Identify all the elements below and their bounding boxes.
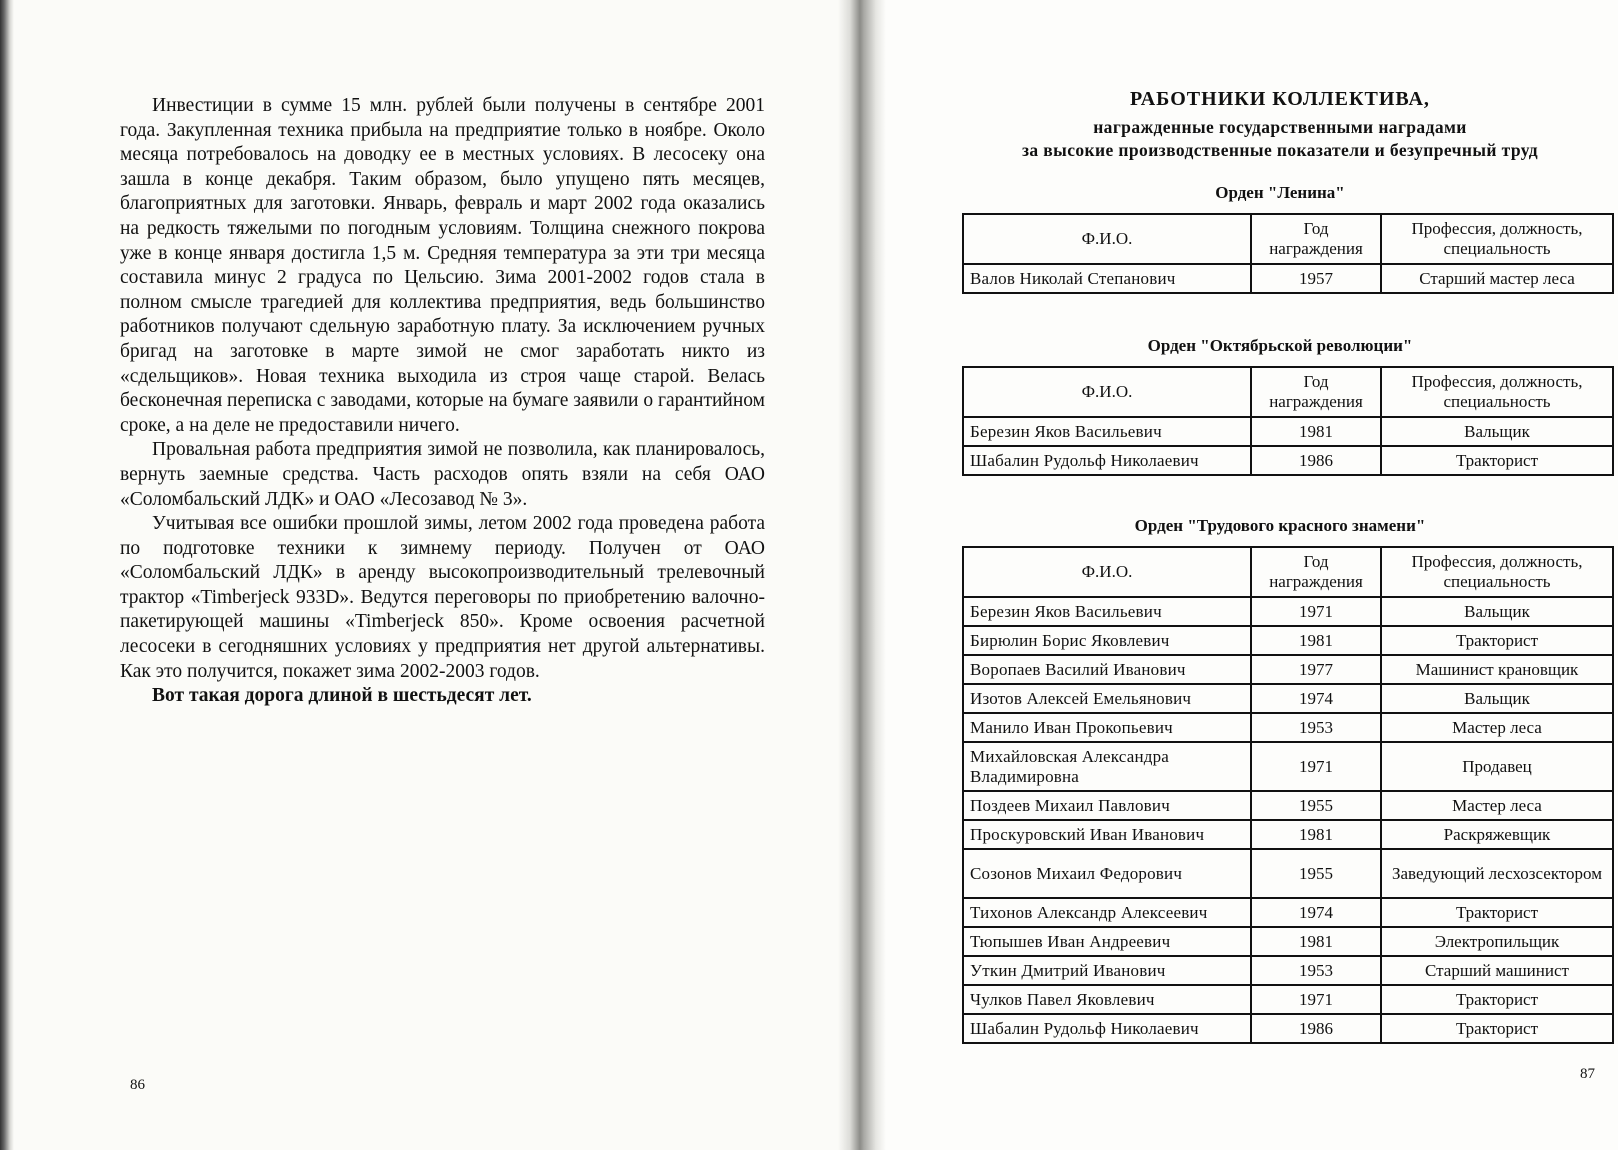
order-lenin-rows: [963, 264, 1613, 293]
header-profession: Профессия, должность, специальность: [1381, 214, 1613, 264]
cell-profession: Старший машинист: [1381, 956, 1613, 985]
table-row: [963, 264, 1613, 293]
order-october-title: Орден "Октябрьской революции": [1147, 336, 1413, 355]
table-row: [963, 791, 1613, 820]
cell-year: 1986: [1251, 446, 1381, 475]
cell-year: 1981: [1251, 820, 1381, 849]
table-row: [963, 655, 1613, 684]
header-year: Год награждения: [1251, 547, 1381, 597]
cell-year: 1977: [1251, 655, 1381, 684]
cell-year: 1953: [1251, 956, 1381, 985]
cell-year: 1953: [1251, 713, 1381, 742]
awards-subheading: [950, 116, 1610, 162]
header-profession: Профессия, должность, специальность: [1381, 367, 1613, 417]
cell-name: Березин Яков Васильевич: [963, 417, 1251, 446]
cell-profession: Вальщик: [1381, 597, 1613, 626]
awards-heading: РАБОТНИКИ КОЛЛЕКТИВА,: [1130, 88, 1430, 110]
cell-name: Березин Яков Васильевич: [963, 597, 1251, 626]
cell-name: Уткин Дмитрий Иванович: [963, 956, 1251, 985]
cell-year: 1986: [1251, 1014, 1381, 1043]
table-row: [963, 849, 1613, 898]
cell-profession: Тракторист: [1381, 626, 1613, 655]
cell-name: Поздеев Михаил Павлович: [963, 791, 1251, 820]
table-row: [963, 1014, 1613, 1043]
cell-year: 1955: [1251, 791, 1381, 820]
cell-name: Проскуровский Иван Иванович: [963, 820, 1251, 849]
cell-profession: Мастер леса: [1381, 713, 1613, 742]
cell-name: Тюпышев Иван Андреевич: [963, 927, 1251, 956]
cell-profession: Вальщик: [1381, 684, 1613, 713]
cell-year: 1981: [1251, 417, 1381, 446]
cell-name: Изотов Алексей Емельянович: [963, 684, 1251, 713]
table-row: [963, 417, 1613, 446]
order-labour-table: [962, 546, 1614, 1044]
cell-year: 1981: [1251, 626, 1381, 655]
table-row: [963, 684, 1613, 713]
cell-name: Воропаев Василий Иванович: [963, 655, 1251, 684]
cell-profession: Тракторист: [1381, 985, 1613, 1014]
order-labour-rows: [963, 597, 1613, 1043]
header-name: Ф.И.О.: [963, 367, 1251, 417]
paragraph-1: Инвестиции в сумме 15 млн. рублей были получены в сентябре 2001 года. Закупленная техника прибыла на предприятие только в ноябре. Около месяца потребовалось на доводку ее в местных условиях. В лесосеку она зашла в конце декабря. Таким образом, было упущено пять месяцев, благоприятных для заготовки. Январь, февраль и март 2002 года оказались на редкость тяжелыми по погодным условиям. Толщина снежного покрова уже в конце января достигла 1,5 м. Средняя температура за эти три месяца составила минус 2 градуса по Цельсию. Зима 2001-2002 годов стала в полном смысле трагедией для коллектива предприятия, ведь большинство работников получают сдельную заработную плату. За исключением ручных бригад на заготовке в марте зимой не смог заработать никто из «сдельщиков». Новая техника выходила из строя чаще старой. Велась бесконечная переписка с заводами, которые на бумаге заявили о гарантийном сроке, а на деле не предоставили ничего.: [120, 95, 765, 436]
header-year: Год награждения: [1251, 367, 1381, 417]
cell-year: 1971: [1251, 742, 1381, 791]
table-header-row: [963, 367, 1613, 417]
book-left-edge: [0, 0, 14, 1150]
header-name: Ф.И.О.: [963, 214, 1251, 264]
table-row: [963, 446, 1613, 475]
cell-name: Тихонов Александр Алексеевич: [963, 898, 1251, 927]
cell-name: Бирюлин Борис Яковлевич: [963, 626, 1251, 655]
cell-profession: Электропильщик: [1381, 927, 1613, 956]
paragraph-3: Учитывая все ошибки прошлой зимы, летом 2002 года проведена работа по подготовке техники к зимнему периоду. Получен от ОАО «Соломбальский ЛДК» в аренду высокопроизводительный трелевочный трактор «Timberjeck 933D». Ведутся переговоры по приобретению валочно-пакетирующей машины «Timberjeck 850». Кроме освоения расчетной лесосеки в сегодняшних условиях у предприятия нет другой альтернативы. Как это получится, покажет зима 2002-2003 годов.: [120, 513, 765, 682]
subheading-line-2: за высокие производственные показатели и безупречный труд: [1021, 140, 1539, 160]
cell-year: 1955: [1251, 849, 1381, 898]
cell-name: Шабалин Рудольф Николаевич: [963, 1014, 1251, 1043]
cell-profession: Вальщик: [1381, 417, 1613, 446]
cell-year: 1971: [1251, 985, 1381, 1014]
page-number-right: 87: [1580, 1066, 1595, 1082]
table-row: [963, 820, 1613, 849]
table-row: [963, 956, 1613, 985]
cell-name: Чулков Павел Яковлевич: [963, 985, 1251, 1014]
order-lenin-table: [962, 213, 1614, 294]
cell-profession: Тракторист: [1381, 446, 1613, 475]
order-october-rows: [963, 417, 1613, 475]
cell-year: 1974: [1251, 898, 1381, 927]
cell-profession: Раскряжевщик: [1381, 820, 1613, 849]
closing-line: [120, 684, 765, 709]
cell-profession: Продавец: [1381, 742, 1613, 791]
table-row: [963, 927, 1613, 956]
cell-year: 1957: [1251, 264, 1381, 293]
cell-name: Валов Николай Степанович: [963, 264, 1251, 293]
header-year: Год награждения: [1251, 214, 1381, 264]
table-row: [963, 597, 1613, 626]
subheading-line-1: награжденные государственными наградами: [1093, 117, 1467, 137]
cell-name: Манило Иван Прокопьевич: [963, 713, 1251, 742]
table-row: [963, 742, 1613, 791]
table-row: [963, 898, 1613, 927]
left-page-body: [120, 94, 765, 709]
cell-profession: Заведующий лесхозсектором: [1381, 849, 1613, 898]
order-october-table: [962, 366, 1614, 476]
cell-year: 1971: [1251, 597, 1381, 626]
closing-text: Вот такая дорога длиной в шестьдесят лет.: [152, 685, 532, 707]
cell-name: Созонов Михаил Федорович: [963, 849, 1251, 898]
cell-name: Михайловская Александра Владимировна: [963, 742, 1251, 791]
book-spine: [838, 0, 886, 1150]
order-labour-title: Орден "Трудового красного знамени": [1134, 516, 1426, 535]
table-header-row: [963, 547, 1613, 597]
order-lenin-title: Орден "Ленина": [1215, 183, 1345, 202]
table-row: [963, 985, 1613, 1014]
cell-name: Шабалин Рудольф Николаевич: [963, 446, 1251, 475]
header-name: Ф.И.О.: [963, 547, 1251, 597]
cell-year: 1981: [1251, 927, 1381, 956]
paragraph-2: Провальная работа предприятия зимой не позволила, как планировалось, вернуть заемные средства. Часть расходов опять взяли на себя ОАО «Соломбальский ЛДК» и ОАО «Лесозавод № 3».: [120, 439, 765, 510]
table-row: [963, 626, 1613, 655]
cell-year: 1974: [1251, 684, 1381, 713]
header-profession: Профессия, должность, специальность: [1381, 547, 1613, 597]
cell-profession: Мастер леса: [1381, 791, 1613, 820]
cell-profession: Старший мастер леса: [1381, 264, 1613, 293]
cell-profession: Тракторист: [1381, 898, 1613, 927]
page-number-left: 86: [130, 1077, 145, 1093]
table-header-row: [963, 214, 1613, 264]
table-row: [963, 713, 1613, 742]
cell-profession: Тракторист: [1381, 1014, 1613, 1043]
cell-profession: Машинист крановщик: [1381, 655, 1613, 684]
